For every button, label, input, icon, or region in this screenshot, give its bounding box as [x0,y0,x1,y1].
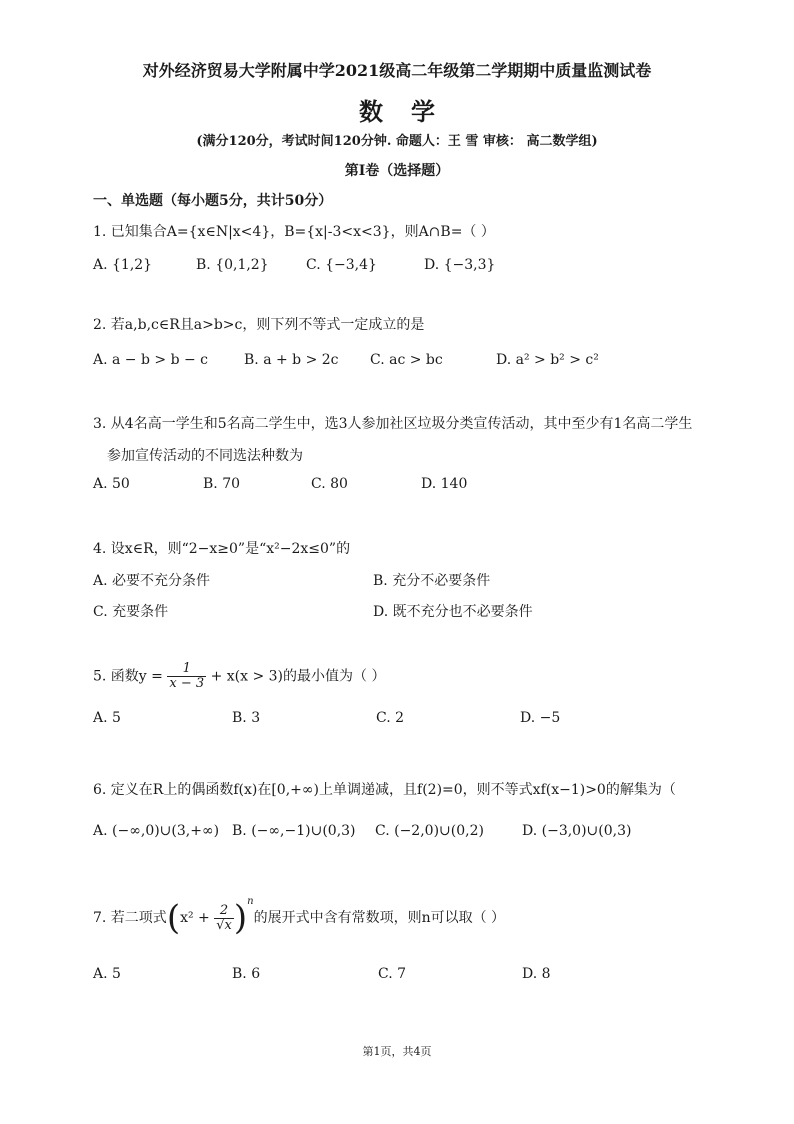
question-1-stem: 1. 已知集合A={x∈N|x<4}，B={x|-3<x<3}，则A∩B=（ ） [93,224,495,240]
exam-info: (满分120分，考试时间120分钟. 命题人：王 雪 审核： 高二数学组) [196,134,598,149]
question-2-stem: 2. 若a,b,c∈R且a>b>c，则下列不等式一定成立的是 [93,317,425,333]
question-2-option-c: C. ac > bc [370,352,443,368]
question-1-option-b: B. {0,1,2} [196,257,269,273]
question-4-stem: 4. 设x∈R，则“2−x≥0”是“x²−2x≤0”的 [93,541,351,557]
volume-heading: 第I卷（选择题） [344,163,450,179]
question-5-option-d: D. −5 [520,710,561,726]
question-7-option-b: B. 6 [232,966,261,982]
question-3-option-d: D. 140 [421,476,468,492]
question-3-option-a: A. 50 [93,476,130,492]
question-6-option-d: D. (−3,0)∪(0,3) [522,823,632,839]
question-3-stem: 3. 从4名高一学生和5名高二学生中，选3人参加社区垃圾分类宣传活动，其中至少有1名高二学生 [93,416,693,432]
question-5-stem-suffix: + x(x > 3)的最小值为（ ） [210,668,386,685]
question-5-stem [93,662,385,691]
question-5-option-a: A. 5 [93,710,121,726]
question-7-option-a: A. 5 [93,966,121,982]
question-7-fraction-numerator: 2 [219,902,229,918]
question-7-exponent: n [247,896,254,907]
exam-title: 对外经济贸易大学附属中学2021级高二年级第二学期期中质量监测试卷 [142,61,652,80]
question-5-option-b: B. 3 [232,710,261,726]
question-1-option-a: A. {1,2} [93,257,153,273]
question-7-stem [93,896,505,938]
question-1-option-c: C. {−3,4} [306,257,377,273]
question-7-fraction-denominator: √x [216,917,232,933]
section-title: 一、单选题（每小题5分，共计50分） [93,193,333,209]
question-7-option-d: D. 8 [522,966,551,982]
question-2-option-b: B. a + b > 2c [244,352,339,368]
question-7-option-c: C. 7 [378,966,407,982]
question-2-option-a: A. a − b > b − c [93,352,209,368]
question-6-stem: 6. 定义在R上的偶函数f(x)在[0,+∞)上单调递减，且f(2)=0，则不等式xf(x−1)>0的解集为（ [93,782,676,798]
question-4-option-c: C. 充要条件 [93,604,169,620]
question-4-option-d: D. 既不充分也不必要条件 [373,604,533,620]
subject-heading: 数学 [359,97,463,126]
question-5-fraction-denominator: x − 3 [169,676,205,691]
left-paren: ( [166,898,181,938]
question-2-option-d: D. a² > b² > c² [496,352,599,368]
question-5-fraction-numerator: 1 [182,661,191,676]
question-7-fraction [214,904,234,933]
question-7-stem-prefix: 7. 若二项式 [93,910,167,926]
page-number: 第1页，共4页 [362,1045,432,1058]
question-6-option-c: C. (−2,0)∪(0,2) [375,823,484,839]
question-5-option-c: C. 2 [376,710,405,726]
question-3-stem-continued: 参加宣传活动的不同选法种数为 [107,448,303,464]
question-7-inner-prefix: x² + [180,910,210,926]
question-5-fraction [167,662,206,691]
question-7-stem-suffix: 的展开式中含有常数项，则n可以取（ ） [253,910,506,926]
question-1-option-d: D. {−3,3} [424,257,496,273]
question-3-option-c: C. 80 [311,476,348,492]
question-4-option-b: B. 充分不必要条件 [373,573,491,589]
question-5-stem-prefix: 5. 函数y = [93,668,163,685]
question-3-option-b: B. 70 [203,476,241,492]
question-6-option-a: A. (−∞,0)∪(3,+∞) [93,823,220,839]
question-4-option-a: A. 必要不充分条件 [93,573,211,589]
right-paren: ) [233,898,248,938]
question-6-option-b: B. (−∞,−1)∪(0,3) [232,823,356,839]
